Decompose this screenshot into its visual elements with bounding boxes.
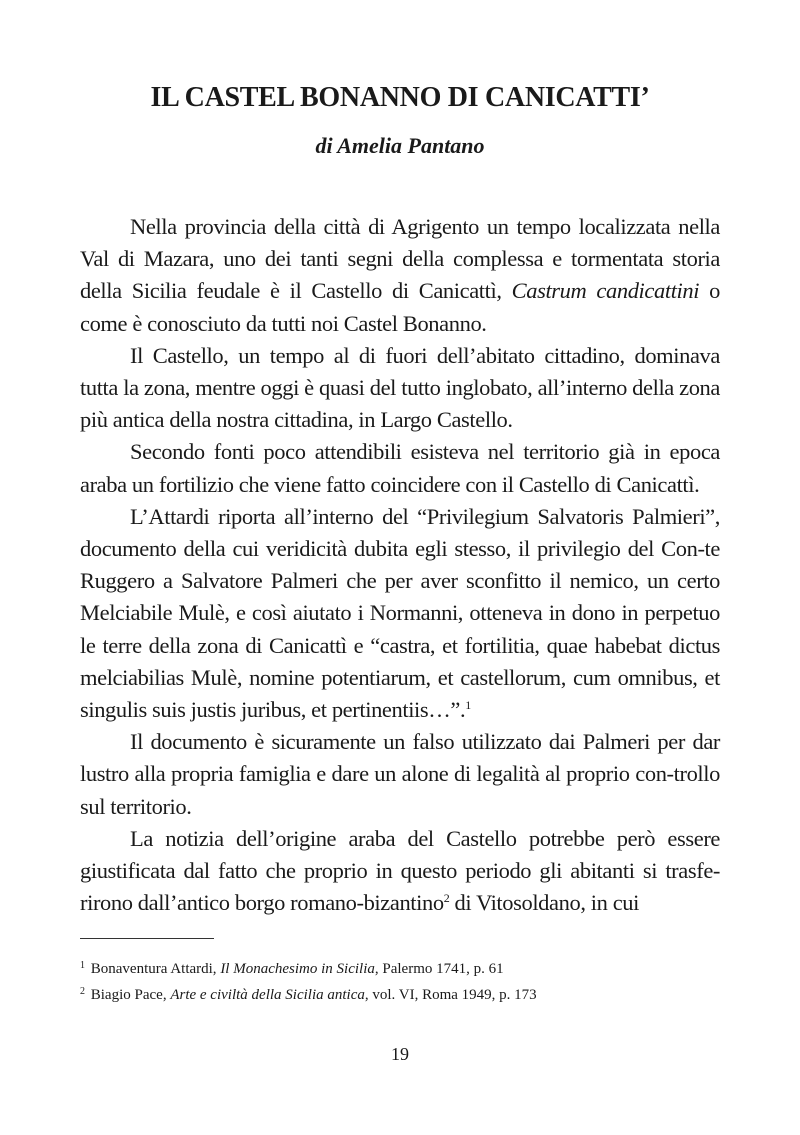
italic-latin-name: Castrum candicattini [511, 278, 700, 304]
footnote-number: 2 [80, 986, 85, 997]
article-title: IL CASTEL BONANNO DI CANICATTI’ [150, 82, 650, 113]
footnotes [80, 956, 720, 1008]
footnote-number: 1 [80, 960, 85, 971]
footnote-ref: 2 [443, 891, 450, 906]
paragraph-text: o come è conosciuto da tutti noi Castel Bonanno. [80, 278, 721, 336]
paragraph: Il documento è sicuramente un falso utilizzato dai Palmeri per dar lustro alla propria famiglia e dare un alone di legalità al proprio con-trollo sul territorio. [80, 729, 720, 819]
paragraph: Il Castello, un tempo al di fuori dell’abitato cittadino, dominava tutta la zona, mentre oggi è quasi del tutto inglobato, all’interno della zona più antica della nostra cittadina, in Largo Castello. [80, 342, 720, 433]
page [80, 0, 720, 1135]
footnote-text: , vol. VI, Roma 1949, p. 173 [364, 987, 537, 1003]
footnote-text: Biagio Pace, [87, 987, 171, 1003]
footnote [80, 956, 720, 982]
paragraph [80, 823, 720, 920]
page-number: 19 [391, 1044, 409, 1064]
paragraph [80, 501, 720, 726]
paragraph-text: L’Attardi riporta all’interno del “Privilegium Salvatoris Palmieri”, documento della cui veridicità dubita egli stesso, il privilegio del Con-te Ruggero a Salvatore Palmeri che per aver sconfitto il nemico, un certo Melciabile Mulè, e così aiutato i Normanni, otteneva in dono in perpetuo le terre della zona di Canicattì e “castra, et fortilitia, quae habebat dictus melciabilias Mulè, nomine potentiarum, et castellorum, cum omnibus, et singulis suis justis juribus, et pertinentiis…”. [80, 503, 720, 723]
footnote-text: , Palermo 1741, p. 61 [374, 961, 504, 977]
footnote-text: Bonaventura Attardi, [87, 961, 221, 977]
footnote-title: Arte e civiltà della Sicilia antica [170, 987, 365, 1003]
paragraph-text: Nella provincia della città di Agrigento un tempo localizzata nella Val di Mazara, uno dei tanti segni della complessa e tormentata storia della Sicilia feudale è il Castello di Canicattì, [80, 214, 720, 304]
article-body [80, 211, 720, 919]
paragraph-text: La notizia dell’origine araba del Castello potrebbe però essere giustificata dal fatto che proprio in questo periodo gli abitanti si trasfe-rirono dall’antico borgo romano-bizantino [80, 825, 720, 916]
footnote-divider [80, 938, 214, 939]
footnote [80, 982, 720, 1008]
footnote-title: Il Monachesimo in Sicilia [220, 961, 375, 977]
paragraph: Secondo fonti poco attendibili esisteva nel territorio già in epoca araba un fortilizio che viene fatto coincidere con il Castello di Canicattì. [80, 439, 720, 497]
footnote-ref: 1 [465, 698, 471, 713]
author-byline: di Amelia Pantano [315, 133, 485, 158]
paragraph-text: di Vitosoldano, in cui [449, 890, 639, 916]
paragraph [80, 211, 720, 340]
